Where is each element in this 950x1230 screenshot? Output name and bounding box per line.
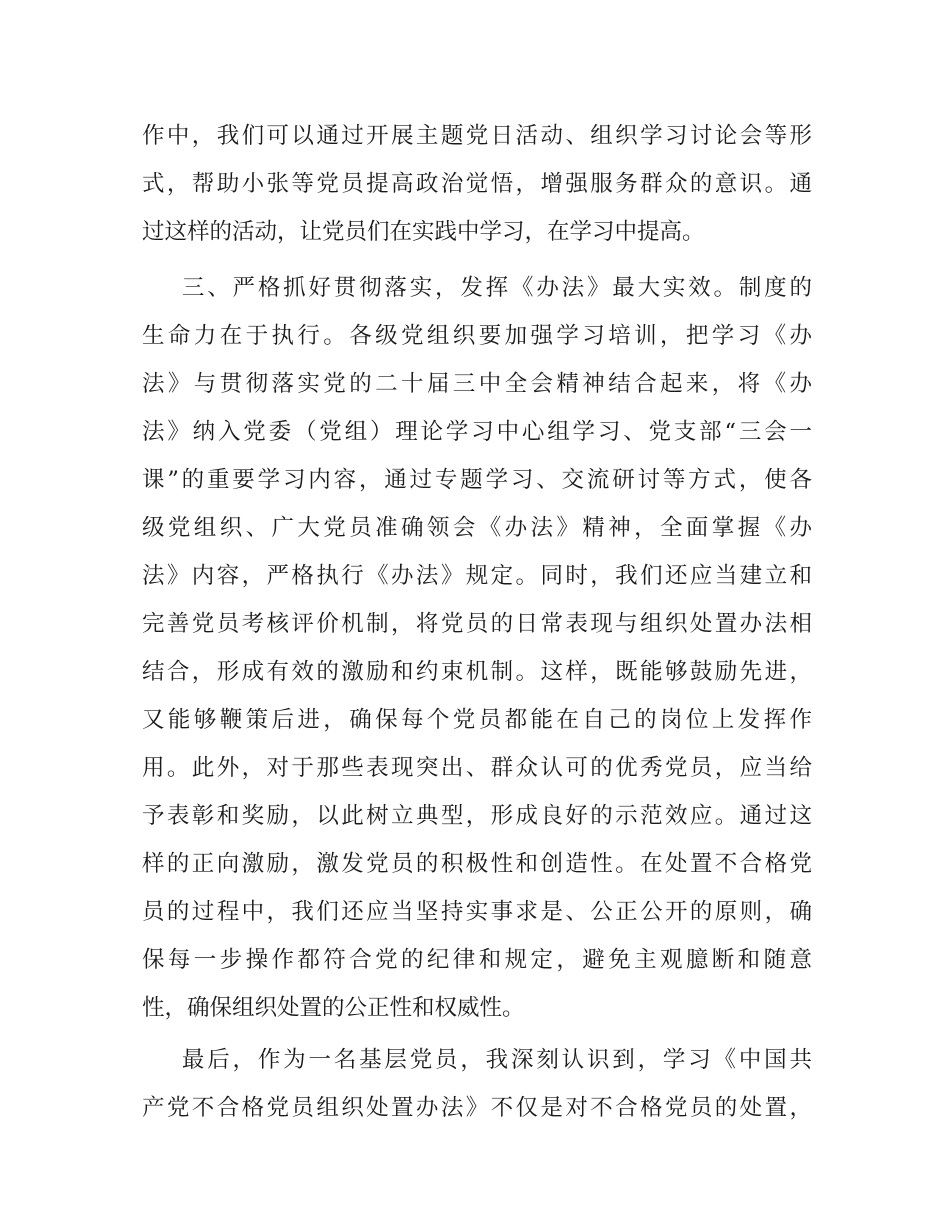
text-line: 最后，作为一名基层党员，我深刻认识到，学习《中国共 [142,1047,812,1073]
text-line: 予表彰和奖励，以此树立典型，形成良好的示范效应。通过这 [142,803,812,829]
text-line: 生命力在于执行。各级党组织要加强学习培训，把学习《办 [142,323,812,349]
text-line: 员的过程中，我们还应当坚持实事求是、公正公开的原则，确 [142,899,812,925]
text-line: 过这样的活动，让党员们在实践中学习，在学习中提高。 [142,219,705,245]
text-line: 性，确保组织处置的公正性和权威性。 [142,995,525,1021]
paragraph-2 [142,264,812,1032]
text-line: 法》纳入党委（党组）理论学习中心组学习、党支部“三会一 [142,419,812,445]
text-line: 式，帮助小张等党员提高政治觉悟，增强服务群众的意识。通 [142,171,812,197]
text-line: 又能够鞭策后进，确保每个党员都能在自己的岗位上发挥作 [142,707,812,733]
text-line: 三、严格抓好贯彻落实，发挥《办法》最大实效。制度的 [142,275,812,301]
text-line: 样的正向激励，激发党员的积极性和创造性。在处置不合格党 [142,851,812,877]
text-line: 用。此外，对于那些表现突出、群众认可的优秀党员，应当给 [142,755,812,781]
text-line: 法》内容，严格执行《办法》规定。同时，我们还应当建立和 [142,563,812,589]
document-body [142,112,812,1132]
text-line: 作中，我们可以通过开展主题党日活动、组织学习讨论会等形 [142,123,812,149]
text-line: 级党组织、广大党员准确领会《办法》精神，全面掌握《办 [142,515,812,541]
paragraph-3 [142,1036,812,1132]
text-line: 产党不合格党员组织处置办法》不仅是对不合格党员的处置， [142,1095,812,1121]
text-line: 法》与贯彻落实党的二十届三中全会精神结合起来，将《办 [142,371,812,397]
text-line: 保每一步操作都符合党的纪律和规定，避免主观臆断和随意 [142,947,812,973]
text-line: 完善党员考核评价机制，将党员的日常表现与组织处置办法相 [142,611,812,637]
text-line: 结合，形成有效的激励和约束机制。这样，既能够鼓励先进， [142,659,812,685]
text-line: 课”的重要学习内容，通过专题学习、交流研讨等方式，使各 [142,467,812,493]
paragraph-1 [142,112,812,256]
